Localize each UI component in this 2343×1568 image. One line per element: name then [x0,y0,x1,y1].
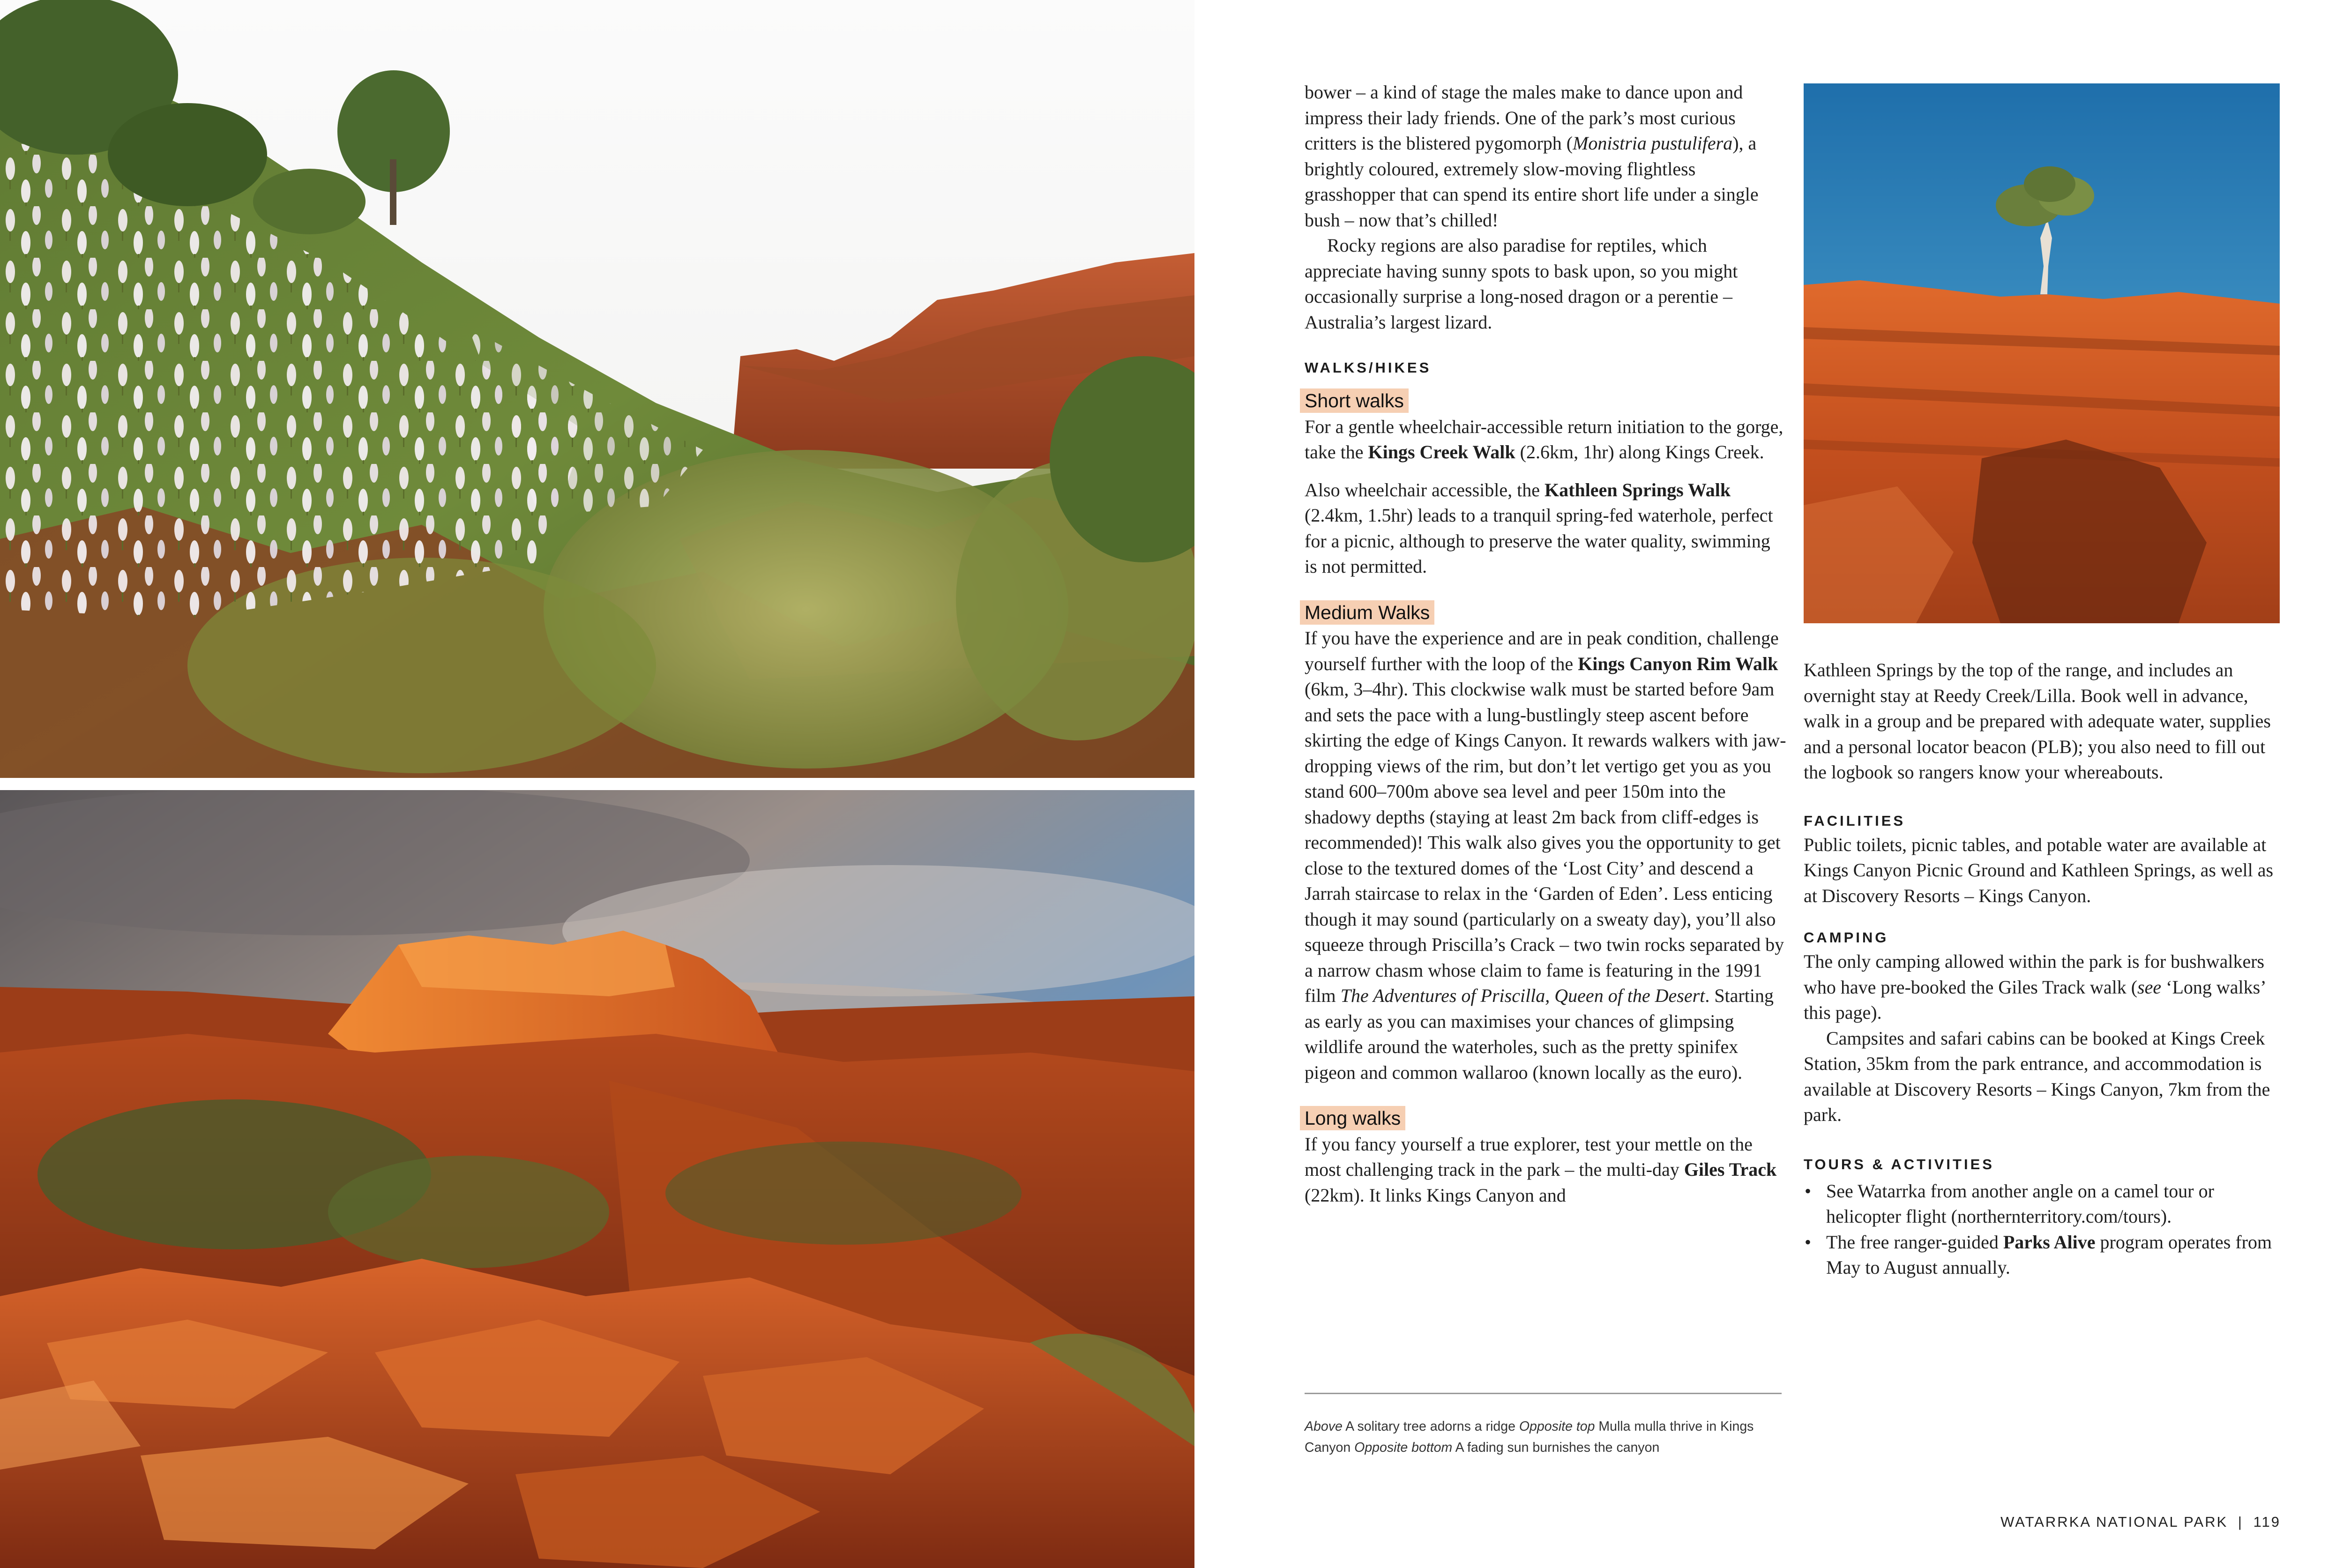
text-run: Kathleen Springs Walk [1545,479,1731,500]
text-run: Mulla mulla thrive in Kings Canyon [1305,1419,1754,1455]
photo-caption [1305,1416,1782,1458]
text-run: Above [1305,1419,1343,1434]
text-run: For a gentle wheelchair-accessible return initiation to the gorge, take the [1305,416,1783,463]
photo-solitary-tree-ridge [1804,83,2280,623]
page-number: 119 [2253,1514,2281,1530]
text-run: (22km). It links Kings Canyon and [1305,1184,1566,1206]
text-run: Giles Track [1684,1159,1777,1180]
text-column-1 [1305,80,1787,1208]
text-run: (2.4km, 1.5hr) leads to a tranquil spring-fed waterhole, perfect for a picnic, although to preserve the water quality, swimming is not permitted. [1305,505,1773,577]
subheading-short-walks: Short walks [1300,388,1409,413]
text-column-2 [1804,657,2286,1281]
text-run: If you fancy yourself a true explorer, test your mettle on the most challenging track in the park – the multi-day [1305,1133,1753,1180]
heading-tours-activities: TOURS & ACTIVITIES [1804,1156,1994,1172]
text-run: bower – a kind of stage the males make to dance upon and impress their lady friends. One of the park’s most curious critters is the blistered pygomorph ( [1305,82,1743,154]
footer-separator: | [2238,1514,2243,1530]
text-run: Monistria pustulifera [1573,133,1733,154]
caption-rule [1305,1393,1782,1394]
tours-item-parks-alive [1826,1230,2286,1281]
text-run: Opposite bottom [1354,1440,1453,1455]
subheading-medium-walks: Medium Walks [1300,600,1434,625]
text-run: Opposite top [1519,1419,1595,1434]
text-run: (6km, 3–4hr). This clockwise walk must be started before 9am and sets the pace with a lung-bustlingly steep ascent before skirting the edge of Kings Canyon. It rewards walkers with jaw-dropping views of the rim, but don’t let vertigo get you as you stand 600–700m above sea level and peer 150m into the shadowy depths (staying at least 2m back from cliff-edges is recommended)! This walk also gives you the opportunity to get close to the textured domes of the ‘Lost City’ and descend a Jarrah staircase to relax in the ‘Garden of Eden’. Less enticing though it may sound (particularly on a sweaty day), you’ll also squeeze through Priscilla’s Crack – two twin rocks separated by a narrow chasm whose claim to fame is featuring in the 1991 film [1305,679,1786,1006]
heading-facilities: FACILITIES [1804,812,1906,829]
page-footer [2000,1514,2281,1531]
paragraph-facilities: Public toilets, picnic tables, and potable water are available at Kings Canyon Picnic Ground and Kathleen Springs, as well as at Discovery Resorts – Kings Canyon. [1804,834,2274,906]
text-run: see [2137,976,2162,998]
heading-camping: CAMPING [1804,929,1889,946]
text-run: program operates from May to August annually. [1826,1231,2272,1278]
text-run: Kings Canyon Rim Walk [1578,653,1778,674]
text-run: ), a brightly coloured, extremely slow-moving flightless grasshopper that can spend its entire short life under a single bush – now that’s chilled! [1305,133,1759,231]
paragraph-camping-2: Campsites and safari cabins can be booked at Kings Creek Station, 35km from the park entrance, and accommodation is available at Discovery Resorts – Kings Canyon, 7km from the park. [1804,1027,2270,1125]
text-run: Parks Alive [2003,1231,2096,1253]
tours-item-camel-helicopter: • See Watarrka from another angle on a camel tour or helicopter flight (northernterritory.com/tours). [1826,1179,2286,1230]
photo-mulla-mulla-hillside [0,0,1194,778]
paragraph-kings-creek-walk [1305,414,1787,465]
paragraph-kathleen-springs-walk [1305,478,1787,580]
tours-list [1804,1179,2286,1281]
text-run: Kings Creek Walk [1368,441,1515,463]
text-run: ‘Long walks’ this page). [1804,976,2265,1023]
text-run: The free ranger-guided [1826,1231,2003,1253]
text-run: Also wheelchair accessible, the [1305,479,1545,500]
text-run: (2.6km, 1hr) along Kings Creek. [1515,441,1764,463]
paragraph-giles-track [1305,1132,1787,1209]
text-run: . Starting as early as you can maximises your chances of glimpsing wildlife around the waterholes, such as the pretty spinifex pigeon and common wallaroo (known locally as the euro). [1305,985,1774,1083]
photo-canyon-sunset [0,790,1194,1568]
paragraph-bower [1305,80,1787,233]
text-run: If you have the experience and are in peak condition, challenge yourself further with the loop of the [1305,627,1779,674]
text-run: The Adventures of Priscilla, Queen of the Desert [1340,985,1705,1006]
footer-section-title: WATARRKA NATIONAL PARK [2000,1514,2228,1530]
paragraph-rim-walk [1305,626,1787,1085]
subheading-long-walks: Long walks [1300,1106,1405,1130]
text-run: The only camping allowed within the park is for bushwalkers who have pre-booked the Giles Track walk ( [1804,951,2265,998]
paragraph-giles-continued: Kathleen Springs by the top of the range, and includes an overnight stay at Reedy Creek/Lilla. Book well in advance, walk in a group and be prepared with adequate water, supplies and a personal locator beacon (PLB); you also need to fill out the logbook so rangers know your whereabouts. [1804,659,2271,783]
heading-walks-hikes: WALKS/HIKES [1305,359,1432,376]
paragraph-reptiles: Rocky regions are also paradise for reptiles, which appreciate having sunny spots to bask upon, so you might occasionally surprise a long-nosed dragon or a perentie – Australia’s largest lizard. [1305,235,1738,333]
text-run: A solitary tree adorns a ridge [1342,1419,1519,1434]
paragraph-camping-1 [1804,949,2286,1026]
text-run: A fading sun burnishes the canyon [1452,1440,1660,1455]
